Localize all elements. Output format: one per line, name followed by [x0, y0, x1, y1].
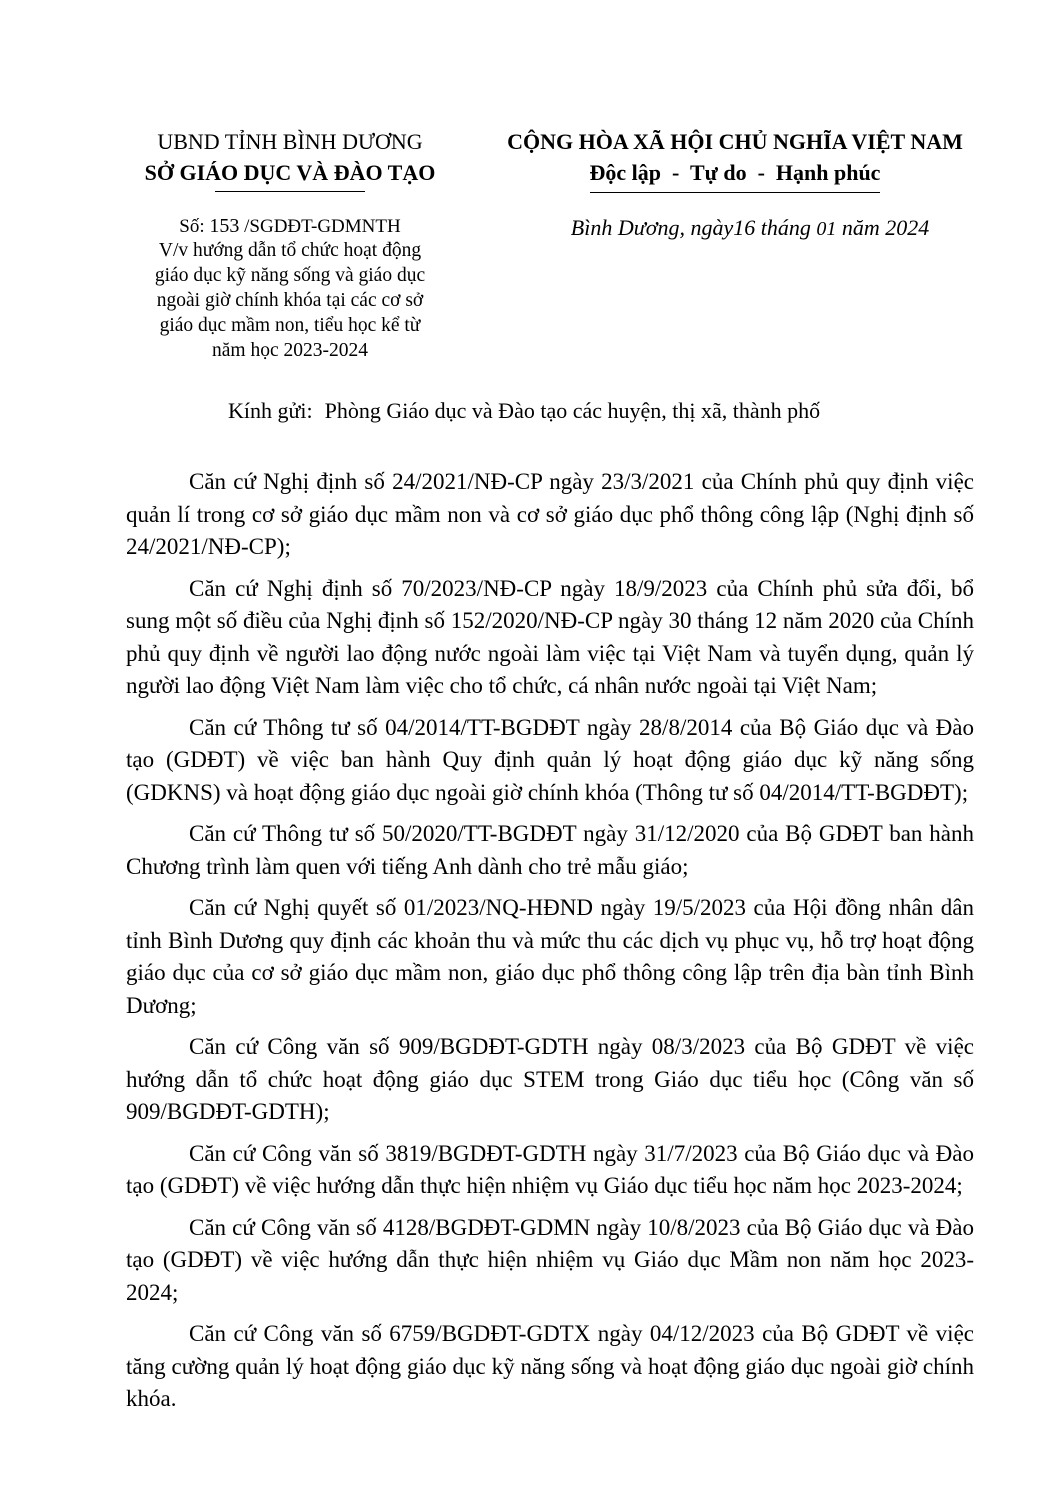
legal-basis-paragraph: Căn cứ Công văn số 3819/BGDĐT-GDTH ngày 31/7/2023 của Bộ Giáo dục và Đào tạo (GDĐT) về việc hướng dẫn thực hiện nhiệm vụ Giáo dục tiểu học năm học 2023-2024;: [126, 1140, 974, 1198]
doc-number-suffix: /SGDĐT-GDMNTH: [244, 216, 401, 237]
legal-basis-paragraph: Căn cứ Nghị định số 24/2021/NĐ-CP ngày 23/3/2021 của Chính phủ quy định việc quản lí trong cơ sở giáo dục mầm non và cơ sở giáo dục phổ thông công lập (Nghị định số 24/2021/NĐ-CP);: [126, 469, 974, 559]
document-subject: [120, 238, 460, 363]
left-header-rule: [215, 191, 365, 192]
national-title-block: [475, 126, 995, 193]
legal-basis-paragraph: Căn cứ Nghị quyết số 01/2023/NQ-HĐND ngày 19/5/2023 của Hội đồng nhân dân tỉnh Bình Dương quy định các khoản thu và mức thu các dịch vụ phục vụ, hỗ trợ hoạt động giáo dục của cơ sở giáo dục mầm non, giáo dục phổ thông công lập trên địa bàn tỉnh Bình Dương;: [126, 895, 974, 1018]
document-body: [126, 466, 974, 1425]
agency-name: UBND TỈNH BÌNH DƯƠNG: [157, 129, 423, 154]
recipient-line: [228, 396, 988, 426]
subject-line: V/v hướng dẫn tổ chức hoạt động: [158, 240, 422, 261]
national-motto: Độc lập - Tự do - Hạnh phúc: [589, 160, 881, 185]
place-and-date: [530, 214, 970, 243]
subject-line: giáo dục mầm non, tiểu học kể từ: [159, 315, 421, 336]
recipient-label: Kính gửi:: [228, 398, 313, 423]
department-name: SỞ GIÁO DỤC VÀ ĐÀO TẠO: [144, 160, 436, 185]
date-before-month: Bình Dương, ngày16 tháng: [570, 215, 811, 240]
subject-line: năm học 2023-2024: [212, 340, 368, 361]
right-header-rule: [590, 192, 880, 193]
document-number: [110, 214, 470, 239]
doc-number-prefix: Số:: [179, 216, 205, 237]
subject-line: ngoài giờ chính khóa tại các cơ sở: [156, 290, 424, 311]
recipient-value: Phòng Giáo dục và Đào tạo các huyện, thị xã, thành phố: [324, 398, 821, 423]
legal-basis-paragraph: Căn cứ Công văn số 909/BGDĐT-GDTH ngày 08/3/2023 của Bộ GDĐT về việc hướng dẫn tổ chức hoạt động giáo dục STEM trong Giáo dục tiểu học (Công văn số 909/BGDĐT-GDTH);: [126, 1034, 974, 1124]
doc-number-value: 153: [209, 215, 240, 237]
country-name: CỘNG HÒA XÃ HỘI CHỦ NGHĨA VIỆT NAM: [507, 129, 963, 154]
legal-basis-paragraph: Căn cứ Thông tư số 50/2020/TT-BGDĐT ngày 31/12/2020 của Bộ GDĐT ban hành Chương trình làm quen với tiếng Anh dành cho trẻ mẫu giáo;: [126, 821, 974, 879]
legal-basis-paragraph: Căn cứ Nghị định số 70/2023/NĐ-CP ngày 18/9/2023 của Chính phủ sửa đổi, bổ sung một số điều của Nghị định số 152/2020/NĐ-CP ngày 30 tháng 12 năm 2020 của Chính phủ quy định về người lao động nước ngoài làm việc tại Việt Nam và tuyển dụng, quản lý người lao động Việt Nam làm việc cho tổ chức, cá nhân nước ngoài tại Việt Nam;: [126, 575, 974, 698]
legal-basis-paragraph: Căn cứ Công văn số 6759/BGDĐT-GDTX ngày 04/12/2023 của Bộ GDĐT về việc tăng cường quản lý hoạt động giáo dục kỹ năng sống và hoạt động giáo dục ngoài giờ chính khóa.: [126, 1321, 974, 1411]
date-month: 01: [816, 218, 837, 240]
subject-line: giáo dục kỹ năng sống và giáo dục: [154, 265, 426, 286]
date-after-month: năm 2024: [841, 215, 930, 240]
legal-basis-paragraph: Căn cứ Công văn số 4128/BGDĐT-GDMN ngày 10/8/2023 của Bộ Giáo dục và Đào tạo (GDĐT) về việc hướng dẫn thực hiện nhiệm vụ Giáo dục Mầm non năm học 2023-2024;: [126, 1214, 974, 1305]
legal-basis-paragraph: Căn cứ Thông tư số 04/2014/TT-BGDĐT ngày 28/8/2014 của Bộ Giáo dục và Đào tạo (GDĐT) về việc ban hành Quy định quản lý hoạt động giáo dục kỹ năng sống (GDKNS) và hoạt động giáo dục ngoài giờ chính khóa (Thông tư số 04/2014/TT-BGDĐT);: [126, 714, 974, 805]
issuing-agency-block: [110, 126, 470, 192]
